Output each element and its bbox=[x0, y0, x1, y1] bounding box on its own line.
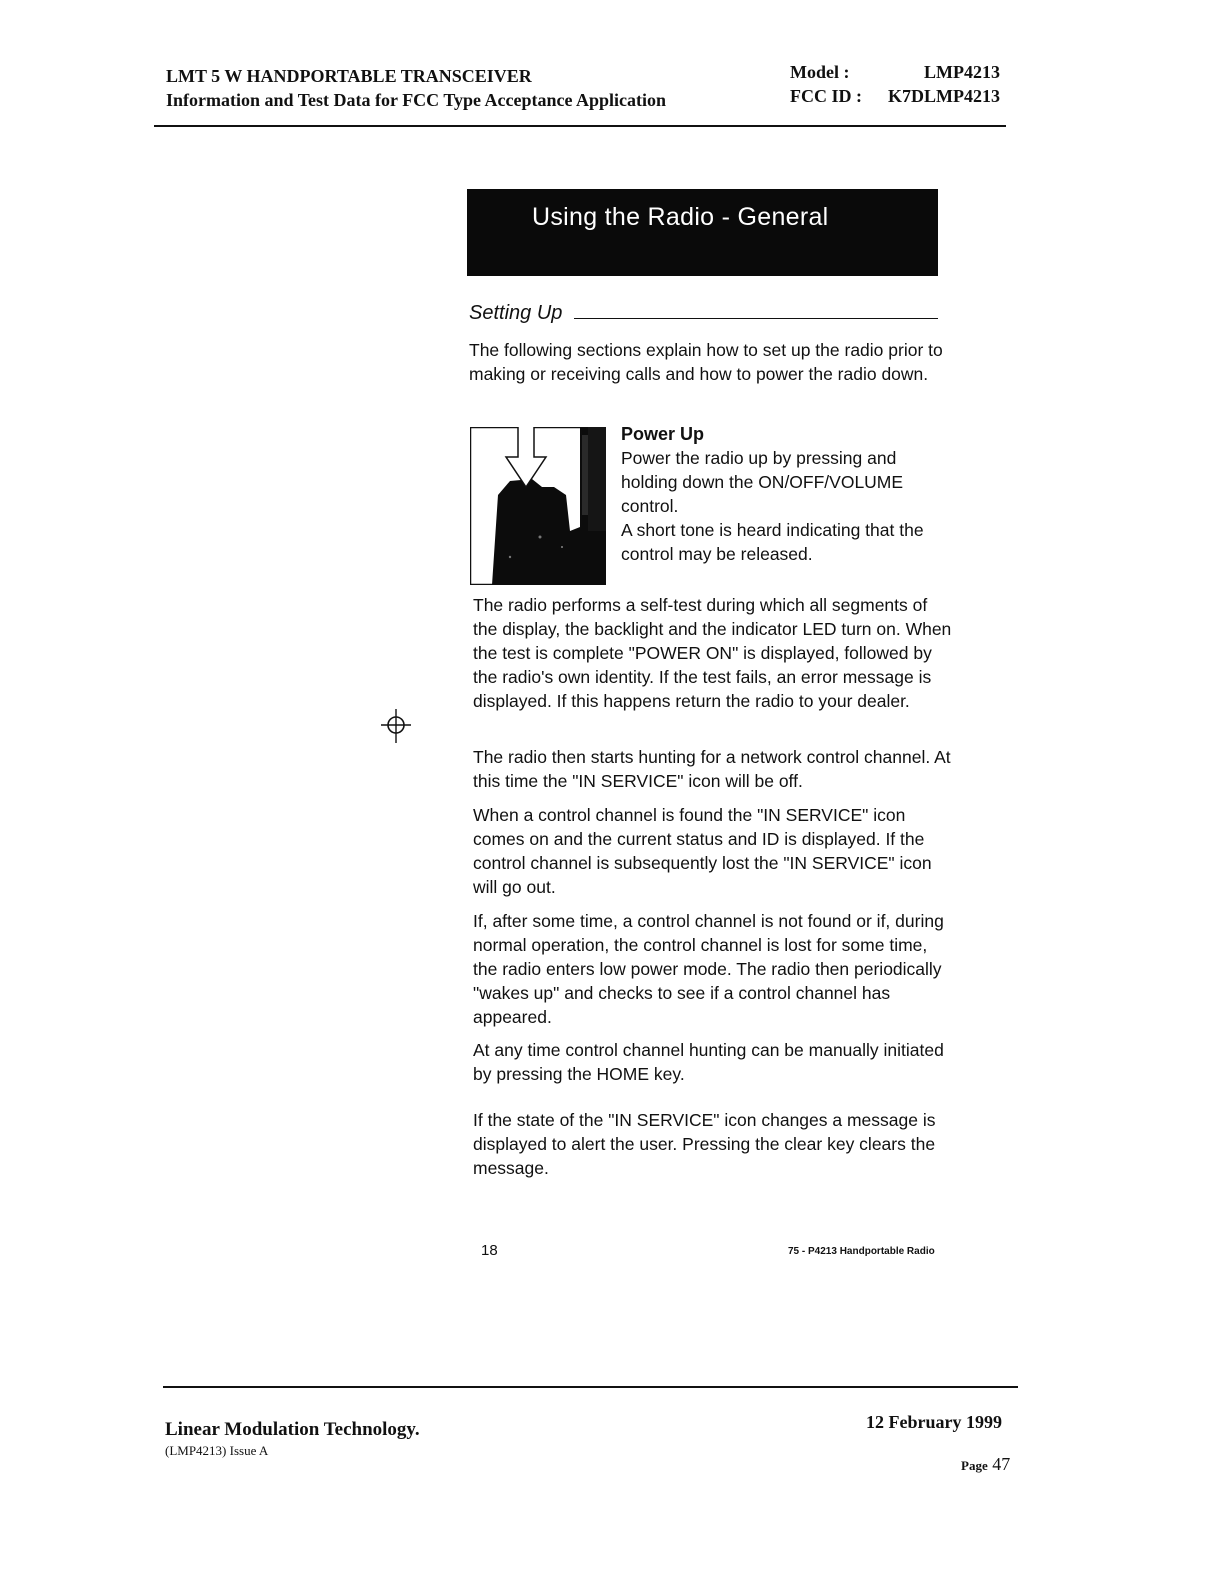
fcc-id-value: K7DLMP4213 bbox=[888, 86, 1000, 106]
fcc-id-label: FCC ID : bbox=[790, 86, 862, 106]
paragraph-low-power: If, after some time, a control channel is not found or if, during normal operation, the control channel is lost for some time, the radio enters low power mode. The radio then periodically "wakes up" and checks to see if a control channel has appeared. bbox=[473, 911, 944, 1027]
subheading-setting-up: Setting Up bbox=[469, 302, 563, 324]
footer-page bbox=[961, 1454, 1010, 1475]
manual-page-number: 18 bbox=[481, 1242, 498, 1259]
paragraph-manual-hunting: At any time control channel hunting can be manually initiated by pressing the HOME key. bbox=[473, 1040, 944, 1084]
power-up-illustration bbox=[470, 427, 606, 585]
fcc-id-row bbox=[790, 84, 1000, 108]
power-up-title: Power Up bbox=[621, 424, 705, 444]
intro-paragraph: The following sections explain how to set up the radio prior to making or receiving calls and how to power the radio down. bbox=[469, 340, 943, 384]
model-value: LMP4213 bbox=[924, 62, 1000, 82]
footer-date: 12 February 1999 bbox=[866, 1412, 1002, 1432]
document-title: LMT 5 W HANDPORTABLE TRANSCEIVER bbox=[166, 66, 532, 86]
footer-issue: (LMP4213) Issue A bbox=[165, 1443, 269, 1458]
paragraph-hunting: The radio then starts hunting for a network control channel. At this time the "IN SERVICE" icon will be off. bbox=[473, 747, 951, 791]
header-rule bbox=[154, 125, 1006, 127]
power-up-text bbox=[621, 446, 951, 566]
model-row bbox=[790, 60, 1000, 84]
footer-page-label: Page bbox=[961, 1458, 988, 1473]
footer-page-value: 47 bbox=[992, 1454, 1011, 1474]
power-up-instruction: Power the radio up by pressing and holding down the ON/OFF/VOLUME control. bbox=[621, 448, 904, 516]
footer-company: Linear Modulation Technology. bbox=[165, 1419, 420, 1440]
paragraph-self-test: The radio performs a self-test during which all segments of the display, the backlight and the indicator LED turn on. When the test is complete "POWER ON" is displayed, followed by the radio's own identity. If the test fails, an error message is displayed. If this happens return the radio to your dealer. bbox=[473, 595, 952, 711]
model-label: Model : bbox=[790, 62, 850, 82]
footer-rule bbox=[163, 1386, 1018, 1388]
registration-mark-icon bbox=[381, 709, 411, 743]
paragraph-state-change: If the state of the "IN SERVICE" icon changes a message is displayed to alert the user. Pressing the clear key clears the message. bbox=[473, 1110, 936, 1178]
manual-doc-reference: 75 - P4213 Handportable Radio bbox=[788, 1246, 935, 1257]
subheading-rule bbox=[574, 318, 938, 319]
document-header-left bbox=[166, 64, 666, 112]
document-subtitle: Information and Test Data for FCC Type Acceptance Application bbox=[166, 90, 667, 110]
document-header-right bbox=[790, 60, 1000, 108]
power-up-tone-note: A short tone is heard indicating that the control may be released. bbox=[621, 520, 924, 564]
section-banner: Using the Radio - General bbox=[467, 189, 938, 276]
paragraph-control-found: When a control channel is found the "IN SERVICE" icon comes on and the current status and ID is displayed. If the control channel is subsequently lost the "IN SERVICE" icon will go out. bbox=[473, 805, 932, 897]
